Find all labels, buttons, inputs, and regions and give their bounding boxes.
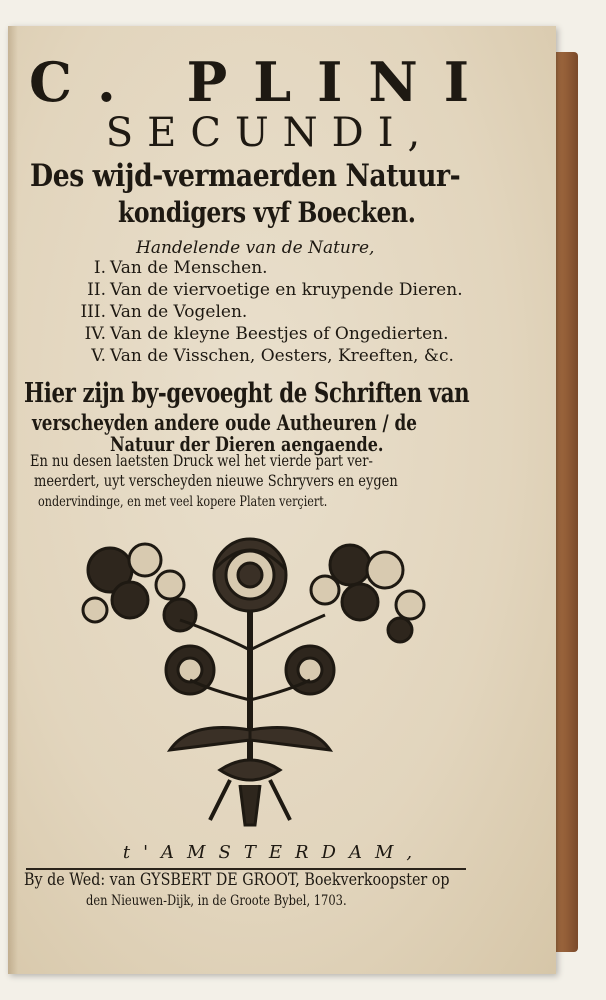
edition-line-3: ondervindinge, en met veel kopere Platen verçiert. xyxy=(38,494,328,510)
book-number: III. xyxy=(80,302,106,322)
book-item xyxy=(38,258,508,280)
edition-line-2: meerdert, uyt verscheyden nieuwe Schryvers en eygen xyxy=(34,472,398,490)
book-item xyxy=(38,302,508,324)
book-title: Van de kleyne Beestjes of Ongedierten. xyxy=(110,324,449,344)
addition-line-1: Hier zijn by-gevoeght de Schriften van xyxy=(24,378,470,409)
addition-line-3: Natuur der Dieren aengaende. xyxy=(110,432,384,456)
title-line-2: SECUNDI, xyxy=(105,110,435,156)
book-number: IV. xyxy=(84,324,106,344)
title-line-1: C. PLINI xyxy=(28,50,496,114)
book-number: II. xyxy=(87,280,106,300)
book-title: Van de viervoetige en kruypende Dieren. xyxy=(110,280,463,300)
book-title: Van de Menschen. xyxy=(110,258,268,278)
edition-line-1: En nu desen laetsten Druck wel het vierde part ver- xyxy=(30,452,373,470)
imprint-line-2: den Nieuwen-Dijk, in de Groote Bybel, 1703. xyxy=(86,893,347,909)
addition-line-2: verscheyden andere oude Autheuren / de xyxy=(32,410,417,435)
blackletter-title-2: kondigers vyf Boecken. xyxy=(118,196,416,229)
book-item xyxy=(38,324,508,346)
book-title: Van de Visschen, Oesters, Kreeften, &c. xyxy=(110,346,454,366)
imprint-city: t'AMSTERDAM, xyxy=(122,842,426,863)
subtitle: Handelende van de Nature, xyxy=(136,238,375,258)
imprint-line-1: By de Wed: van GYSBERT DE GROOT, Boekverkoopster op xyxy=(24,870,450,890)
blackletter-title-1: Des wijd-vermaerden Natuur- xyxy=(30,158,461,194)
page-gutter-shadow xyxy=(8,26,18,974)
book-number: V. xyxy=(91,346,106,366)
book-item xyxy=(38,346,508,368)
book-list xyxy=(38,258,508,368)
book-title: Van de Vogelen. xyxy=(110,302,248,322)
book-item xyxy=(38,280,508,302)
book-number: I. xyxy=(93,258,106,278)
flower-basket-ornament xyxy=(60,530,440,830)
